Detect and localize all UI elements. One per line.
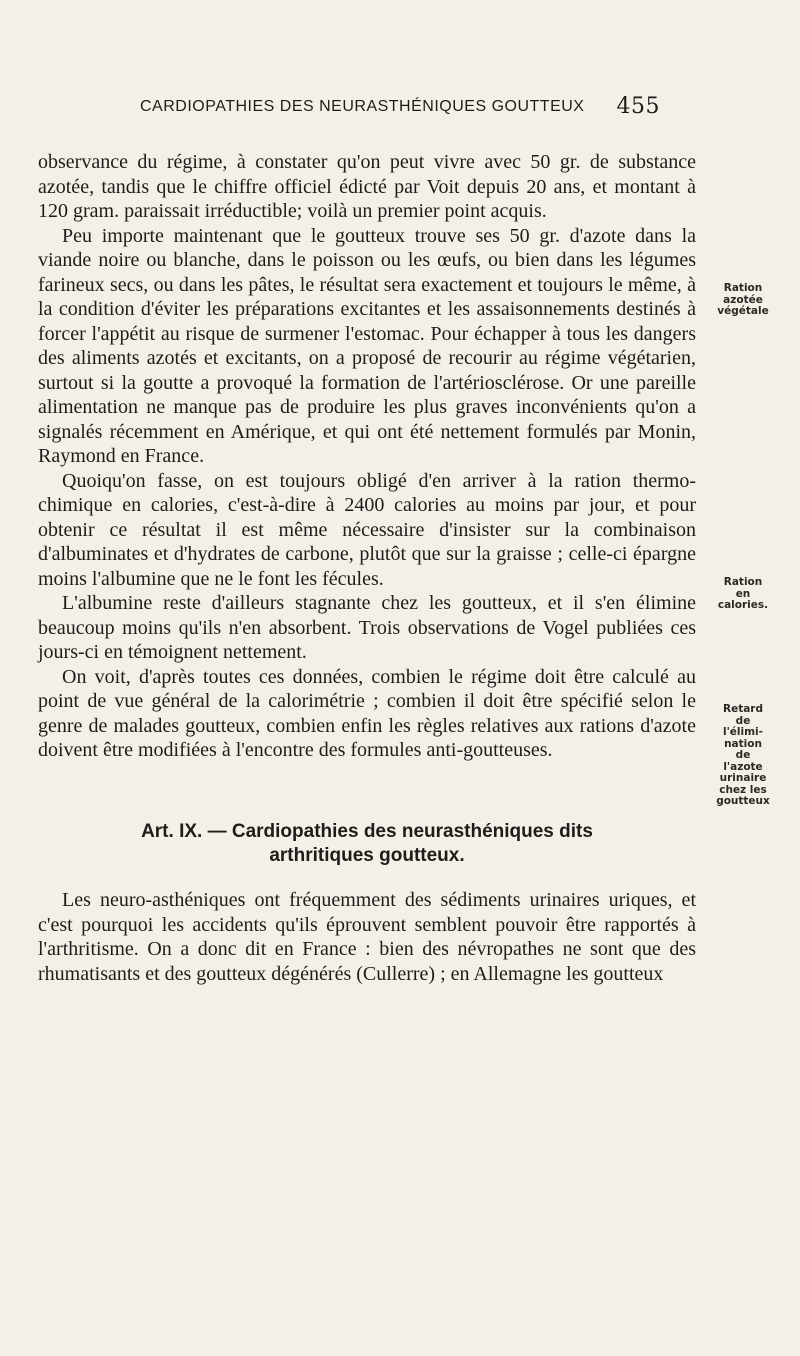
section-heading-line: Art. IX. — Cardiopathies des neurasthéniques dits [141,821,593,842]
margin-note-line: en [735,587,751,600]
margin-note-ration-calories [703,577,783,612]
margin-note-line: l'élimi- [722,726,764,738]
paragraph: observance du régime, à constater qu'on peut vivre avec 50 gr. de substance azotée, tandis que le chiffre officiel édicté par Voit depuis 20 ans, et montant à 120 gram. paraissait irréductible; voilà un premier point acquis. [38,151,696,222]
margin-note-line: Ration [723,282,763,294]
section-heading-line: arthritiques goutteux. [269,845,465,866]
margin-note-line: urinaire [719,772,767,784]
main-text [38,150,696,763]
margin-note-line: Ration [723,576,763,588]
page-number: 455 [616,94,660,119]
margin-note-line: chez les [719,783,767,796]
margin-note-line: azotée [723,293,763,306]
margin-note-line: de [735,714,751,727]
paragraph: On voit, d'après toutes ces données, combien le régime doit être calculé au point de vue général de la calorimétrie ; combien il doit être spécifié selon le genre de malades goutteux, combien enfin les règles relatives aux rations d'azote doivent être modifiées à l'encontre des formules anti-goutteuses. [38,665,696,761]
margin-note-line: Retard [722,703,763,715]
margin-note-ration-azotee [703,283,783,318]
section-text [38,888,696,986]
paragraph: Quoiqu'on fasse, on est toujours obligé d'en arriver à la ration thermo-chimique en calories, c'est-à-dire à 2400 calories au moins par jour, et pour obtenir ce résultat il est même nécessaire d'insister sur la combinaison d'albuminates et d'hydrates de carbone, plutôt que sur la graisse ; celle-ci épargne moins l'albumine que ne le font les fécules. [38,469,696,590]
margin-note-line: végétale [717,305,769,317]
paragraph: Peu importe maintenant que le goutteux trouve ses 50 gr. d'azote dans la viande noire ou blanche, dans le poisson ou les œufs, ou bien dans les légumes farineux secs, ou dans les pâtes, le résultat sera exactement et toujours le même, à la condition d'éviter les préparations excitantes et les assaisonnements destinés à forcer l'appétit au risque de surmener l'estomac. Pour échapper à tous les dangers des aliments azotés et excitants, on a proposé de recourir au régime végétarien, surtout si la goutte a provoqué la formation de l'artériosclérose. Or une pareille alimentation ne manque pas de produire les plus graves inconvénients qu'on a signalés récemment en Amérique, et qui ont été nettement formulés par Monin, Raymond en France. [38,224,696,467]
section-heading [38,820,696,868]
paragraph: L'albumine reste d'ailleurs stagnante chez les goutteux, et il s'en élimine beaucoup moins qu'ils n'en absorbent. Trois observations de Vogel publiées ces jours-ci en témoignent nettement. [38,592,696,663]
margin-note-line: de [735,749,751,761]
running-head: CARDIOPATHIES DES NEURASTHÉNIQUES GOUTTEUX [140,98,585,115]
margin-note-line: l'azote [723,760,763,773]
margin-note-line: goutteux [716,795,770,807]
margin-note-line: nation [724,737,762,750]
paragraph: Les neuro-asthéniques ont fréquemment des sédiments urinaires uriques, et c'est pourquoi les accidents qu'ils éprouvent semblent pouvoir être rapportés à l'arthritisme. On a donc dit en France : bien des névropathes ne sont que des rhumatisants et des goutteux dégénérés (Cullerre) ; en Allemagne les goutteux [38,889,696,985]
margin-note-retard [703,704,783,808]
margin-note-line: calories. [717,599,769,611]
